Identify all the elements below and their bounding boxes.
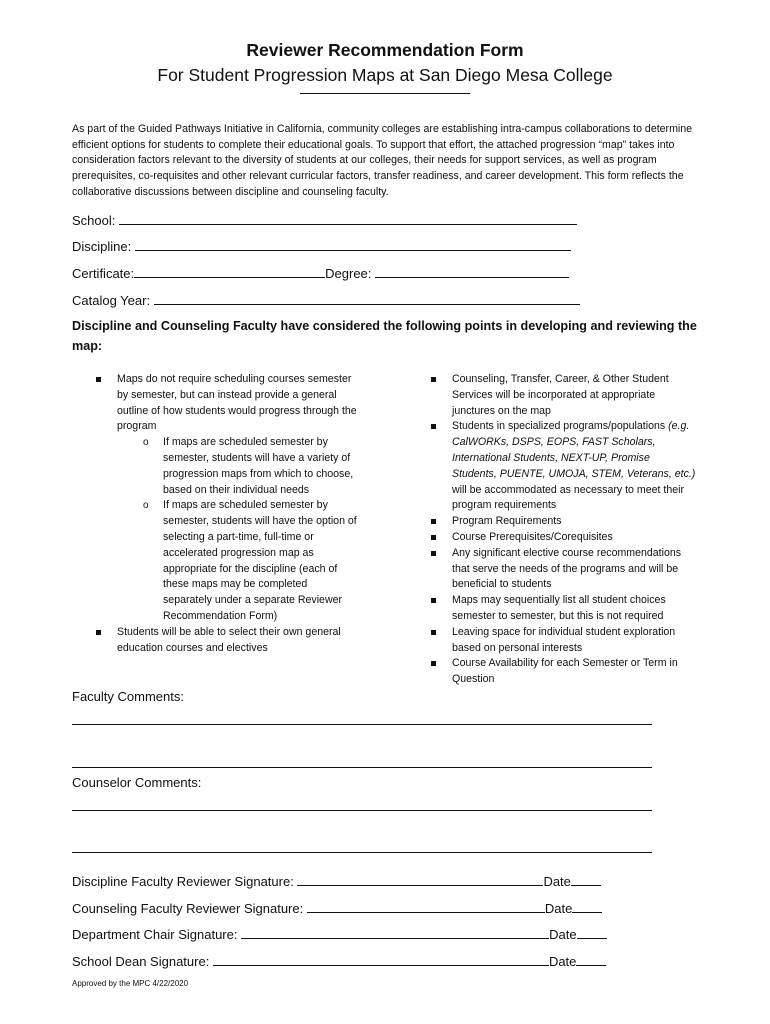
title-underline — [300, 93, 470, 94]
discipline-label: Discipline: — [72, 239, 132, 254]
list-item: Course Availability for each Semester or Term in Question — [452, 656, 697, 688]
catalog-year-label: Catalog Year: — [72, 293, 151, 308]
list-item: o If maps are scheduled semester by semester, students will have a variety of progression maps from which to choose, based on their individual needs — [143, 436, 354, 496]
school-dean-signature-line[interactable] — [213, 952, 549, 966]
bullet-square-icon — [431, 661, 436, 666]
counselor-comments-line-1[interactable] — [72, 810, 652, 811]
list-item: Maps may sequentially list all student choices semester to semester, but this is not required — [452, 593, 697, 625]
list-item: Course Prerequisites/Corequisites — [452, 530, 697, 546]
discipline-field[interactable] — [72, 237, 571, 254]
certificate-input-line[interactable] — [134, 264, 325, 278]
bullet-square-icon — [431, 551, 436, 556]
list-item: Counseling, Transfer, Career, & Other Student Services will be incorporated at appropriate junctures on the map — [452, 372, 697, 419]
approval-footer: Approved by the MPC 4/22/2020 — [72, 979, 189, 988]
degree-input-line[interactable] — [375, 264, 569, 278]
faculty-comments-line-2[interactable] — [72, 767, 652, 768]
list-item: Maps do not require scheduling courses semester by semester, but can instead provide a general outline of how students would progress through the program — [117, 372, 362, 435]
discipline-faculty-signature-row[interactable] — [72, 872, 601, 889]
bullet-circle-icon: o — [143, 437, 149, 449]
list-item: o If maps are scheduled semester by semester, students will have the option of selecting a part-time, full-time or accelerated progression map as appropriate for the discipline (each of these maps may be completed separately under a separate Reviewer Recommendation Form) — [143, 499, 357, 622]
degree-label: Degree: — [325, 266, 372, 281]
counselor-comments-label: Counselor Comments: — [72, 775, 202, 790]
school-dean-signature-label: School Dean Signature: — [72, 954, 210, 969]
certificate-label: Certificate: — [72, 266, 135, 281]
department-chair-signature-line[interactable] — [241, 925, 549, 939]
intro-paragraph: As part of the Guided Pathways Initiative in California, community colleges are establishing intra-campus collaborations to determine efficient options for students to complete their educational goals. To support that effort, the attached progression “map” takes into consideration factors relevant to the diversity of students at our colleges, their needs for support services, as well as program prerequisites, co-requisites and other relevant curricular factors, transfer readiness, and career development. This form reflects the collaborative discussions between discipline and counseling faculty. — [72, 123, 693, 198]
certificate-degree-field[interactable] — [72, 264, 569, 281]
school-dean-signature-row[interactable] — [72, 952, 606, 969]
counseling-faculty-signature-line[interactable] — [307, 899, 545, 913]
date-line[interactable] — [571, 872, 601, 886]
bullet-square-icon — [431, 519, 436, 524]
right-points-list — [452, 372, 697, 688]
date-label: Date — [543, 874, 571, 889]
faculty-comments-line-1[interactable] — [72, 724, 652, 725]
bullet-square-icon — [431, 377, 436, 382]
bullet-square-icon — [431, 535, 436, 540]
bullet-square-icon — [431, 598, 436, 603]
date-label: Date — [548, 954, 577, 969]
bullet-circle-icon: o — [143, 500, 149, 512]
school-field[interactable] — [72, 211, 577, 228]
date-label: Date — [549, 927, 577, 942]
bullet-square-icon — [431, 630, 436, 635]
school-label: School: — [72, 213, 116, 228]
catalog-year-input-line[interactable] — [154, 291, 580, 305]
date-label: Date — [544, 901, 573, 916]
form-title: Reviewer Recommendation Form — [246, 40, 524, 60]
department-chair-signature-label: Department Chair Signature: — [72, 927, 238, 942]
counseling-faculty-signature-label: Counseling Faculty Reviewer Signature: — [72, 901, 304, 916]
list-item: Leaving space for individual student exploration based on personal interests — [452, 625, 697, 657]
bullet-square-icon — [96, 377, 101, 382]
date-line[interactable] — [576, 952, 606, 966]
faculty-comments-label: Faculty Comments: — [72, 689, 184, 704]
discipline-faculty-signature-label: Discipline Faculty Reviewer Signature: — [72, 874, 294, 889]
school-input-line[interactable] — [119, 211, 577, 225]
department-chair-signature-row[interactable] — [72, 925, 607, 942]
bullet-square-icon — [431, 424, 436, 429]
bullet-square-icon — [96, 630, 101, 635]
counselor-comments-line-2[interactable] — [72, 852, 652, 853]
discipline-input-line[interactable] — [135, 237, 571, 251]
discipline-faculty-signature-line[interactable] — [297, 872, 543, 886]
counseling-faculty-signature-row[interactable] — [72, 899, 602, 916]
list-item: Program Requirements — [452, 514, 697, 530]
date-line[interactable] — [572, 899, 602, 913]
left-points-list — [117, 372, 362, 656]
form-subtitle: For Student Progression Maps at San Diego Mesa College — [157, 65, 613, 85]
catalog-year-field[interactable] — [72, 291, 580, 308]
points-heading: Discipline and Counseling Faculty have considered the following points in developing and reviewing the map: — [72, 319, 697, 353]
list-item: Students will be able to select their own general education courses and electives — [117, 625, 362, 657]
list-item: Students in specialized programs/populations (e.g. CalWORKs, DSPS, EOPS, FAST Scholars, International Students, NEXT-UP, Promise Students, PUENTE, UMOJA, STEM, Veterans, etc.) will be accommodated as necessary to meet their program requirements — [452, 419, 697, 514]
date-line[interactable] — [577, 925, 607, 939]
list-item: Any significant elective course recommendations that serve the needs of the programs and will be beneficial to students — [452, 546, 697, 593]
